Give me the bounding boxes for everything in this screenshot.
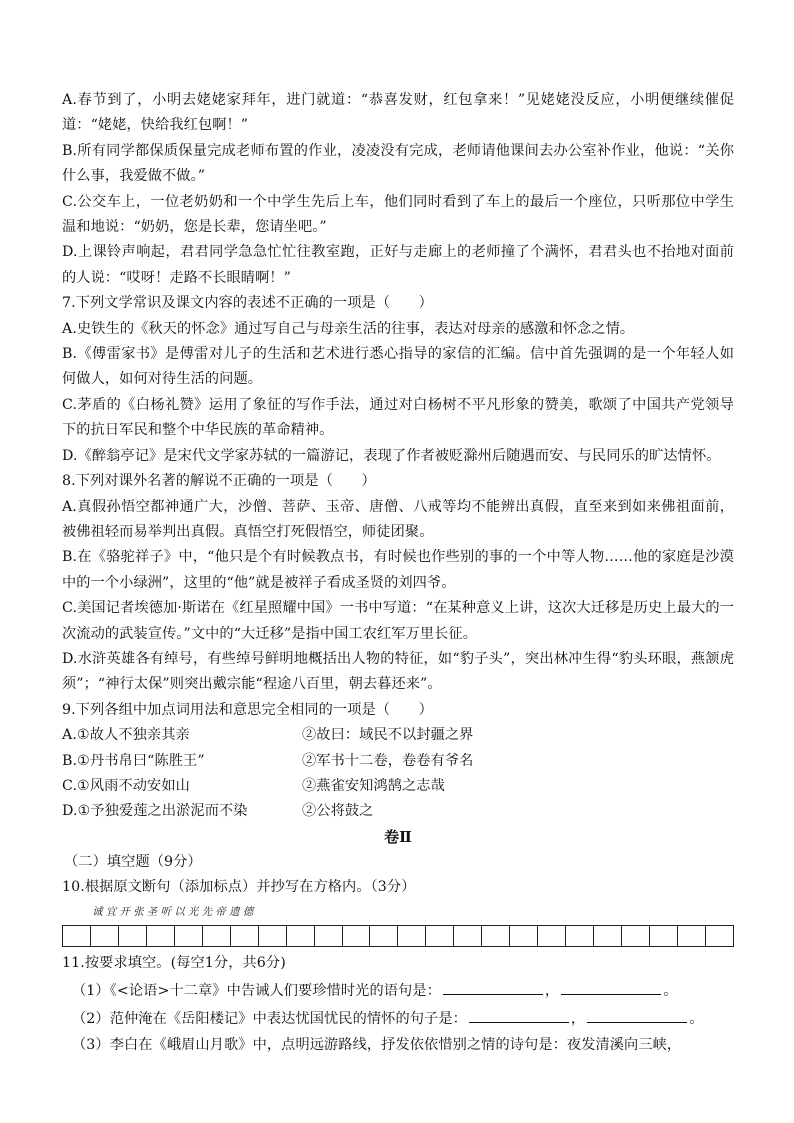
- q8-option-c: C.美国记者埃德加·斯诺在《红星照耀中国》一书中写道：“在某种意义上讲，这次大迁移是历史上最大的一次流动的武装宣传。”文中的“大迁移”是指中国工农红军万里长征。: [62, 600, 734, 642]
- q6-option-a: A.春节到了，小明去姥姥家拜年，进门就道：“恭喜发财，红包拿来！”见姥姥没反应，小明便继续催促道：“姥姥，快给我红包啊！”: [62, 92, 734, 134]
- grid-cell[interactable]: [538, 926, 566, 946]
- grid-cell[interactable]: [370, 926, 398, 946]
- grid-cell[interactable]: [454, 926, 482, 946]
- q9-row-c-first: C.①风雨不动安如山: [62, 777, 190, 794]
- grid-cell[interactable]: [91, 926, 119, 946]
- q11-stem: 11.按要求填空。(每空1分，共6分): [62, 954, 286, 971]
- q11-item2-blank2[interactable]: [587, 1004, 687, 1023]
- q9-row-a: [62, 723, 734, 748]
- q9-row-d: [62, 799, 734, 824]
- q7-option-d: D.《醉翁亭记》是宋代文学家苏轼的一篇游记，表现了作者被贬滁州后随遇而安、与民同乐的旷达情怀。: [62, 447, 721, 464]
- grid-cell[interactable]: [259, 926, 287, 946]
- grid-cell[interactable]: [678, 926, 706, 946]
- q9-row-b: [62, 749, 734, 774]
- q9-row-b-second: ②军书十二卷，卷卷有爷名: [302, 752, 474, 769]
- grid-cell[interactable]: [63, 926, 91, 946]
- q9-row-d-second: ②公将鼓之: [302, 803, 374, 820]
- grid-cell[interactable]: [426, 926, 454, 946]
- q11-item2-comma: ，: [570, 1011, 586, 1028]
- q6-option-b: B.所有同学都保质保量完成老师布置的作业，凌凌没有完成，老师请他课间去办公室补作业，他说：“关你什么事，我爱做不做。”: [62, 142, 734, 185]
- q9-row-b-first: B.①丹书帛曰“陈胜王”: [62, 752, 205, 769]
- q11-item2-end: 。: [689, 1011, 704, 1028]
- grid-cell[interactable]: [203, 926, 231, 946]
- q11-item3: （3）李白在《峨眉山月歌》中，点明远游路线，抒发依依惜别之情的诗句是：夜发清溪向三峡，: [72, 1036, 682, 1053]
- grid-cell[interactable]: [482, 926, 510, 946]
- q6-option-d: D.上课铃声响起，君君同学急急忙忙往教室跑，正好与走廊上的老师撞了个满怀，君君头也不抬地对面前的人说：“哎呀！走路不长眼睛啊！”: [62, 244, 734, 286]
- q10-stem: 10.根据原文断句（添加标点）并抄写在方格内。（3分）: [62, 879, 416, 896]
- q11-item1-prompt: （1）《<论语>十二章》中告诫人们要珍惜时光的语句是：: [72, 983, 441, 999]
- grid-cell[interactable]: [566, 926, 594, 946]
- grid-cell[interactable]: [510, 926, 538, 946]
- q8-stem: 8.下列对课外名著的解说不正确的一项是（ ）: [62, 473, 376, 490]
- section-title: 卷Ⅱ: [384, 827, 412, 846]
- q8-option-a: A.真假孙悟空都神通广大，沙僧、菩萨、玉帝、唐僧、八戒等均不能辨出真假，直至来到如来佛祖面前，被佛祖轻而易举判出真假。真悟空打死假悟空，师徒团聚。: [62, 498, 734, 540]
- q9-stem: 9.下列各组中加点词用法和意思完全相同的一项是（ ）: [62, 701, 433, 718]
- grid-cell[interactable]: [343, 926, 371, 946]
- q9-row-a-second: ②故曰：域民不以封疆之界: [302, 727, 474, 744]
- q11-item1-blank1[interactable]: [443, 976, 543, 995]
- grid-cell[interactable]: [398, 926, 426, 946]
- q11-item2-prompt: （2）范仲淹在《岳阳楼记》中表达忧国忧民的情怀的句子是：: [72, 1011, 467, 1028]
- q7-option-b: B.《傅雷家书》是傅雷对儿子的生活和艺术进行悉心指导的家信的汇编。信中首先强调的是一个年轻人如何做人，如何对待生活的问题。: [62, 346, 734, 388]
- grid-cell[interactable]: [287, 926, 315, 946]
- q11-item2: [62, 1004, 734, 1032]
- grid-cell[interactable]: [119, 926, 147, 946]
- q9-row-c: [62, 774, 734, 799]
- q9-row-c-second: ②燕雀安知鸿鹄之志哉: [302, 777, 445, 794]
- q10-answer-grid[interactable]: [62, 925, 734, 947]
- grid-cell[interactable]: [706, 926, 733, 946]
- part2-title: （二）填空题（9分）: [64, 853, 202, 870]
- q8-option-d: D.水浒英雄各有绰号，有些绰号鲜明地概括出人物的特征，如“豹子头”，突出林冲生得“豹头环眼，燕颔虎须”；“神行太保”则突出戴宗能“程途八百里，朝去暮还来”。: [62, 650, 734, 693]
- q7-option-c: C.茅盾的《白杨礼赞》运用了象征的写作手法，通过对白杨树不平凡形象的赞美，歌颂了中国共产党领导下的抗日军民和整个中华民族的革命精神。: [62, 396, 734, 439]
- q7-option-a: A.史铁生的《秋天的怀念》通过写自己与母亲生活的往事，表达对母亲的感激和怀念之情。: [62, 320, 635, 337]
- q9-row-a-first: A.①故人不独亲其亲: [62, 727, 190, 744]
- q11-item1: [62, 976, 734, 1004]
- page-content: [62, 88, 734, 1058]
- grid-cell[interactable]: [231, 926, 259, 946]
- grid-cell[interactable]: [650, 926, 678, 946]
- q11-item1-blank2[interactable]: [561, 976, 661, 995]
- grid-cell[interactable]: [175, 926, 203, 946]
- q10-handwritten-text: 诚宜开张圣听以光先帝遗德: [92, 905, 257, 918]
- q9-row-d-first: D.①予独爱莲之出淤泥而不染: [62, 803, 248, 820]
- q11-item1-end: 。: [663, 983, 678, 999]
- grid-cell[interactable]: [147, 926, 175, 946]
- q11-item2-blank1[interactable]: [469, 1004, 569, 1023]
- q6-option-c: C.公交车上，一位老奶奶和一个中学生先后上车，他们同时看到了车上的最后一个座位，只听那位中学生温和地说：“奶奶，您是长辈，您请坐吧。”: [62, 193, 734, 236]
- q8-option-b: B.在《骆驼祥子》中，“他只是个有时候教点书，有时候也作些别的事的一个中等人物……他的家庭是沙漠中的一个小绿洲”，这里的“他”就是被祥子看成圣贤的刘四爷。: [62, 549, 734, 591]
- grid-cell[interactable]: [315, 926, 343, 946]
- grid-cell[interactable]: [594, 926, 622, 946]
- q7-stem: 7.下列文学常识及课文内容的表述不正确的一项是（ ）: [62, 295, 433, 312]
- grid-cell[interactable]: [622, 926, 650, 946]
- q11-item1-comma: ，: [544, 983, 560, 999]
